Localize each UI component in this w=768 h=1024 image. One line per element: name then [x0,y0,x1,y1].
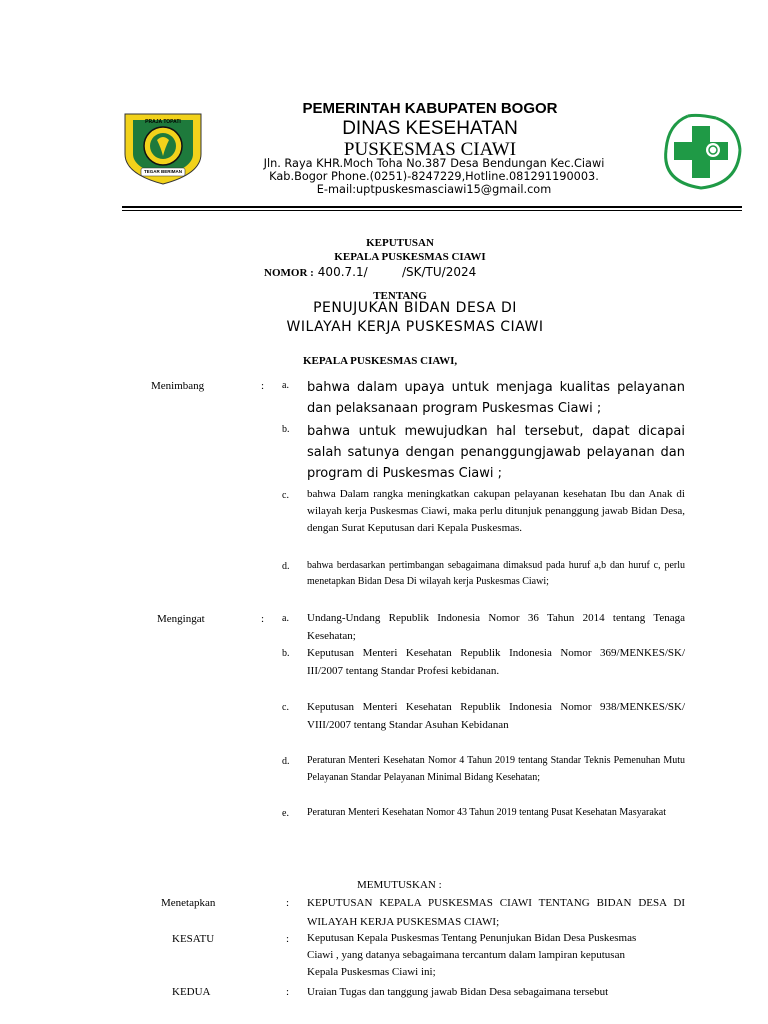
mengingat-letter-d: d. [282,756,290,767]
decree-number-value: 400.7.1/ /SK/TU/2024 [317,265,477,279]
memutuskan-heading: MEMUTUSKAN : [357,879,442,891]
government-title: PEMERINTAH KABUPATEN BOGOR [302,100,558,117]
mengingat-colon: : [261,613,265,625]
subject-line-1: PENUJUKAN BIDAN DESA DI [313,300,517,316]
kedua-colon: : [286,986,290,998]
mengingat-item-e: Peraturan Menteri Kesehatan Nomor 43 Tahun 2019 tentang Pusat Kesehatan Masyarakat [307,807,667,818]
decree-number-label: NOMOR : [264,267,314,279]
decree-heading: KEPUTUSAN [366,237,434,249]
mengingat-item-b: Keputusan Menteri Kesehatan Republik Indonesia Nomor 369/MENKES/SK/ III/2007 tentang Standar Profesi kebidanan. [307,647,685,677]
letterhead-rule-thin [122,210,742,211]
menimbang-letter-a: a. [282,380,289,391]
about-label: TENTANG [373,290,427,302]
address-line-1: Jln. Raya KHR.Moch Toha No.387 Desa Bendungan Kec.Ciawi [263,157,605,170]
puskesmas-title: PUSKESMAS CIAWI [343,139,517,160]
letterhead-rule-thick [122,206,742,208]
seal-text-bottom: TEGAR BERIMAN [144,169,182,174]
menimbang-letter-d: d. [282,561,290,572]
menimbang-item-d: bahwa berdasarkan pertimbangan sebagaimana dimaksud pada huruf a,b dan huruf c, perlu menetapkan Bidan Desa Di wilayah kerja Puskesmas Ciawi; [307,560,685,587]
menetapkan-label: Menetapkan [161,897,216,909]
kesatu-colon: : [286,933,290,945]
mengingat-item-c: Keputusan Menteri Kesehatan Republik Indonesia Nomor 938/MENKES/SK/ VIII/2007 tentang Standar Asuhan Kebidanan [307,701,685,731]
menimbang-item-b: bahwa untuk mewujudkan hal tersebut, dapat dicapai salah satunya dengan penanggungjawab pelayanan dan program di Puskesmas Ciawi ; [307,424,685,481]
mengingat-letter-e: e. [282,808,289,819]
kesatu-text: Keputusan Kepala Puskesmas Tentang Penunjukan Bidan Desa Puskesmas Ciawi , yang datanya sebagaimana tercantum dalam lampiran keputusan Kepala Puskesmas Ciawi ini; [307,932,637,978]
kedua-label: KEDUA [172,986,211,998]
menimbang-colon: : [261,380,265,392]
mengingat-item-a: Undang-Undang Republik Indonesia Nomor 36 Tahun 2014 tentang Tenaga Kesehatan; [307,612,685,642]
menimbang-item-a: bahwa dalam upaya untuk menjaga kualitas pelayanan dan pelaksanaan program Puskesmas Ciawi ; [307,380,685,416]
mengingat-item-d: Peraturan Menteri Kesehatan Nomor 4 Tahun 2019 tentang Standar Teknis Pemenuhan Mutu Pelayanan Standar Pelayanan Minimal Bidang Kesehatan; [307,755,685,783]
head-title: KEPALA PUSKESMAS CIAWI, [303,355,458,367]
subject-line-2: WILAYAH KERJA PUSKESMAS CIAWI [286,319,544,335]
decree-issuer: KEPALA PUSKESMAS CIAWI [334,251,486,263]
seal-text-top: PRAJA TOPATI [145,119,181,125]
email-line: E-mail:uptpuskesmasciawi15@gmail.com [316,183,552,196]
mengingat-label: Mengingat [157,613,205,625]
menetapkan-colon: : [286,897,290,909]
kesatu-label: KESATU [172,933,215,945]
puskesmas-cross-logo-icon [658,112,744,192]
menimbang-item-c: bahwa Dalam rangka meningkatkan cakupan pelayanan kesehatan Ibu dan Anak di wilayah kerja Puskesmas Ciawi, maka perlu ditunjuk penanggung jawab Bidan Desa, dengan Surat Keputusan dari Kepala Puskesmas. [307,488,685,534]
kedua-text: Uraian Tugas dan tanggung jawab Bidan Desa sebagaimana tersebut [307,986,609,998]
mengingat-letter-c: c. [282,702,289,713]
menetapkan-text: KEPUTUSAN KEPALA PUSKESMAS CIAWI TENTANG BIDAN DESA DI WILAYAH KERJA PUSKESMAS CIAWI; [307,897,685,928]
agency-title: DINAS KESEHATAN [342,118,518,139]
address-line-2: Kab.Bogor Phone.(0251)-8247229,Hotline.081291190003. [269,170,599,183]
menimbang-letter-b: b. [282,424,290,435]
menimbang-label: Menimbang [151,380,205,392]
menimbang-letter-c: c. [282,490,289,501]
decree-number [264,263,564,281]
mengingat-letter-b: b. [282,648,290,659]
mengingat-letter-a: a. [282,613,289,624]
